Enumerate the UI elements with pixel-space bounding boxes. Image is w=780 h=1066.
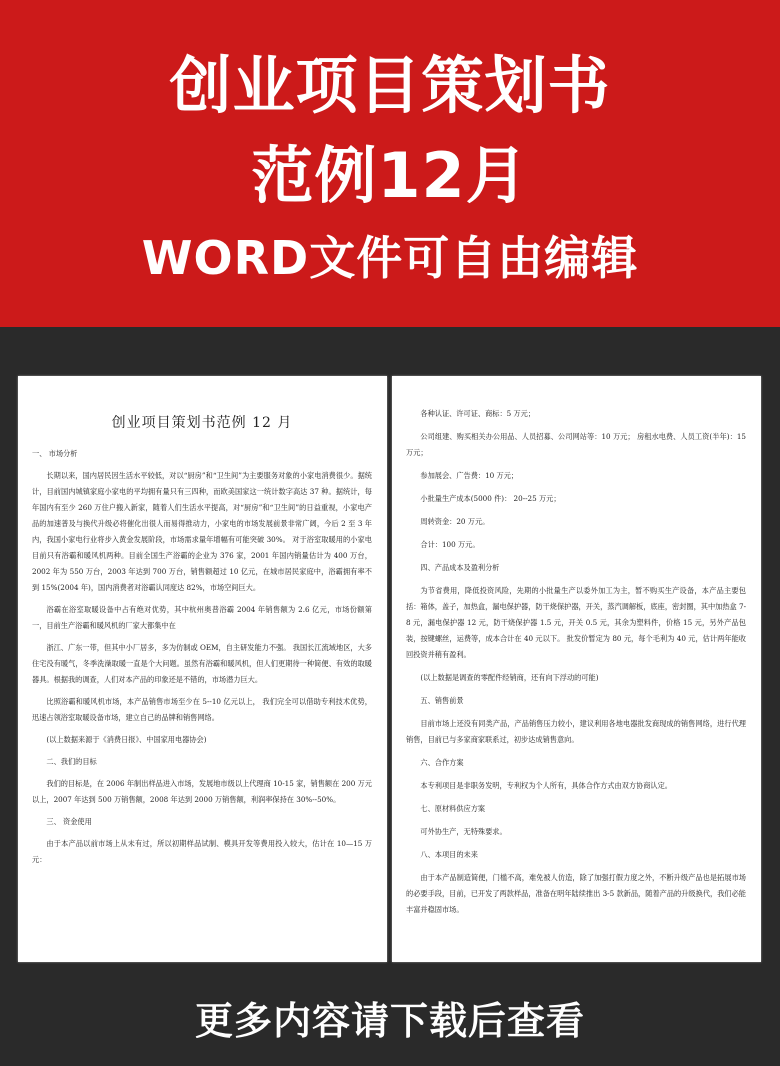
paragraph: 公司组建、购买相关办公用品、人员招募、公司网站等：10 万元； 房租水电费、人员工资(半年)：15 万元； <box>406 432 746 457</box>
section-heading: 七、原材料供应方案 <box>420 804 486 813</box>
paragraph: 浙江、广东一带，但其中小厂居多，多为仿制或 OEM，自主研发能力不强。 我国长江流域地区，大多住宅没有暖气，冬季洗澡取暖一直是个大问题。虽然有浴霸和暖风机，但人们更期待一种简便、有效的取暖器具。根据我的调查，人们对本产品的印象还是不错的，市场潜力巨大。 <box>32 643 372 684</box>
section-heading: 六、合作方案 <box>420 758 464 767</box>
paragraph: 可外协生产，无特殊要求。 <box>420 827 507 836</box>
paragraph: 参加展会、广告费：10 万元； <box>420 471 519 480</box>
banner-subtitle: WORD文件可自由编辑 <box>141 231 639 285</box>
paragraph: 比照浴霸和暖风机市场，本产品销售市场至少在 5--10 亿元以上， 我们完全可以借助专利技术优势，迅速占领浴室取暖设备市场，建立自己的品牌和销售网络。 <box>32 697 372 722</box>
paragraph: 由于本产品制造简便，门槛不高，难免被人仿造，除了加强打假力度之外，不断升级产品也是拓展市场的必要手段，目前，已开发了两款样品，准备在明年陆续推出 3-5 款新品，随着产品的升级换代，我们必能丰富并稳固市场。 <box>406 873 746 914</box>
document-page-right <box>392 376 761 962</box>
header-banner <box>0 0 780 327</box>
paragraph: 为节省费用，降低投资风险，先期的小批量生产以委外加工为主，暂不购买生产设备，本产品主要包括：箱体，盖子，加热盒，漏电保护器，防干烧保护器，开关，蒸汽调解板，底座，密封圈，其中加热盒 7-8 元，漏电保护器 12 元，防干烧保护器 1.5 元，开关 0.5 元，其余为塑料件，价格 15 元，另外产品包装，按键螺丝，运费等，成本合计在 40 元以下。 批发价暂定为 80 元，每个毛利为 40 元，估计两年能收回投资并稍有盈利。 <box>406 586 746 659</box>
paragraph: (以上数据来源于《消费日报》、中国家用电器协会) <box>46 735 207 744</box>
paragraph: 周转资金：20 万元。 <box>420 517 490 526</box>
banner-title-line-1: 创业项目策划书 <box>169 49 611 122</box>
paragraph: (以上数据是调查的零配件经销商，还有向下浮动的可能) <box>420 673 599 682</box>
paragraph: 合计：100 万元。 <box>420 540 480 549</box>
document-page-left <box>18 376 387 962</box>
paragraph: 各种认证、许可证、商标：5 万元； <box>420 409 536 418</box>
banner-title-line-2: 范例12月 <box>251 139 529 212</box>
section-heading: 一、 市场分析 <box>32 449 78 458</box>
paragraph: 本专利项目是非职务发明，专利权为个人所有，具体合作方式由双方协商认定。 <box>420 781 672 790</box>
paragraph: 浴霸在浴室取暖设备中占有绝对优势，其中杭州奥普浴霸 2004 年销售额为 2.6 亿元，市场份额第一，目前生产浴霸和暖风机的厂家大都集中在 <box>32 605 372 630</box>
paragraph: 长期以来，国内居民因生活水平较低，对以“厨房”和“卫生间”为主要服务对象的小家电消费很少。据统计，目前国内城镇家庭小家电的平均拥有量只有三四种，而欧美国家这一统计数字高达 37 种。据统计，每年国内有至少 260 万住户搬入新家，随着人们生活水平提高，对“厨房”和“卫生间”的日益重视，小家电产品的加速普及与换代升级必将催化出很人而易得推动力，小家电的市场发展前景非常广阔，今后 2 至 3 年内，我国小家电行业将步入黄金发展阶段，市场需求量年增幅有可能突破 30%。 对于浴室取暖用的小家电目前只有浴霸和暖风机两种。目前全国生产浴霸的企业为 376 家，2001 年国内销量估计为 400 万台，2002 年为 550 万台，2003 年达到 700 万台，销售额超过 10 亿元，在城市居民家庭中，浴霸拥有率不到 15%(2004 年)，国内消费者对浴霸认同度达 82%，市场空间巨大。 <box>32 471 372 592</box>
section-heading: 二、我们的目标 <box>46 757 97 766</box>
section-heading: 八、本项目的未来 <box>420 850 478 859</box>
paragraph: 由于本产品以前市场上从未有过，所以初期样品试制、模具开发等费用投入较大，估计在 10—15 万元： <box>32 839 372 864</box>
paragraph: 目前市场上还没有同类产品，产品销售压力较小，建议利用各地电器批发商现成的销售网络，进行代理销售，目前已与多家商家联系过，初步达成销售意向。 <box>406 719 746 744</box>
section-heading: 三、 资金使用 <box>46 817 92 826</box>
paragraph: 小批量生产成本(5000 件)： 20--25 万元； <box>420 494 561 503</box>
section-heading: 四、产品成本及盈利分析 <box>420 563 500 572</box>
download-prompt: 更多内容请下载后查看 <box>194 999 585 1043</box>
section-heading: 五、销售前景 <box>420 696 464 705</box>
document-title: 创业项目策划书范例 12 月 <box>111 415 293 431</box>
paragraph: 我们的目标是，在 2006 年制出样品进入市场，发展地市级以上代理商 10-15 家，销售额在 200 万元以上，2007 年达到 500 万销售额，2008 年达到 2000 万销售额，利润率保持在 30%--50%。 <box>32 779 372 804</box>
